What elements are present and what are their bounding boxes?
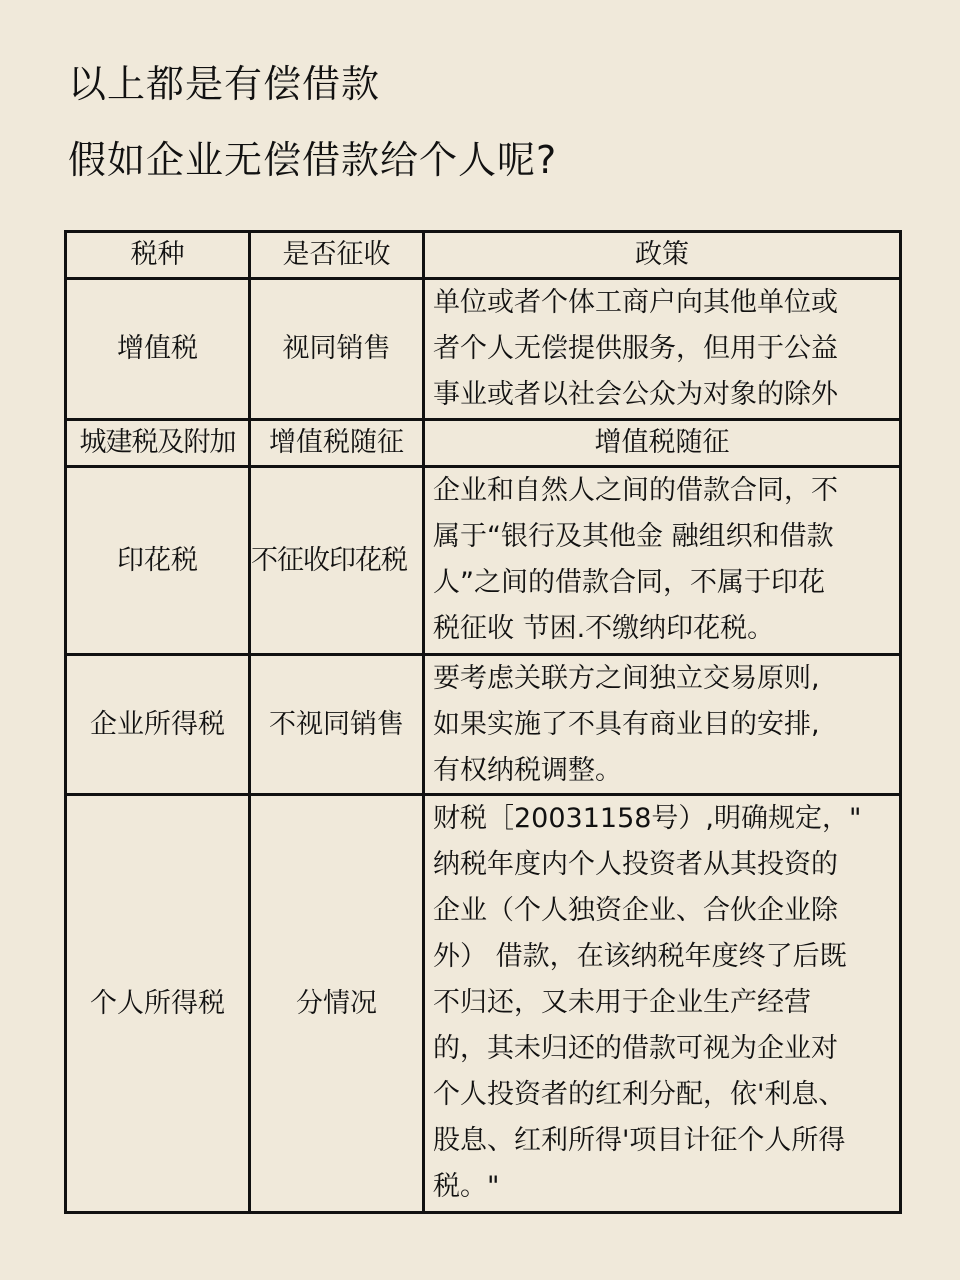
policy-cell <box>425 796 899 1211</box>
table-row <box>67 421 899 468</box>
policy-line: 不归还，又未用于企业生产经营 <box>433 987 811 1018</box>
policy-cell: 增值税随征 <box>594 427 730 458</box>
policy-line: 属于“银行及其他金 融组织和借款 <box>433 521 834 552</box>
policy-line: 如果实施了不具有商业目的安排, <box>433 709 820 740</box>
tax-type-cell: 个人所得税 <box>67 796 251 1211</box>
policy-cell <box>425 280 899 418</box>
heading-paid-loans: 以上都是有偿借款 <box>68 62 381 106</box>
table-row <box>67 796 899 1211</box>
policy-line: 外） 借款，在该纳税年度终了后既 <box>433 941 847 972</box>
levy-cell: 不征收印花税 <box>251 468 425 653</box>
levy-cell: 不视同销售 <box>251 656 425 793</box>
policy-line: 财税［20031158号）,明确规定，" <box>433 803 862 834</box>
table-header-row <box>67 233 899 280</box>
policy-cell <box>425 468 899 653</box>
tax-policy-table <box>64 230 902 1214</box>
policy-line: 要考虑关联方之间独立交易原则, <box>433 663 820 694</box>
tax-type-cell: 增值税 <box>67 280 251 418</box>
levy-cell: 分情况 <box>251 796 425 1211</box>
tax-type-cell: 企业所得税 <box>67 656 251 793</box>
policy-line: 税。" <box>433 1171 500 1202</box>
policy-line: 股息、红利所得'项目计征个人所得 <box>433 1125 846 1156</box>
policy-line: 者个人无偿提供服务，但用于公益 <box>433 333 838 364</box>
column-header-policy: 政策 <box>635 239 689 270</box>
column-header-levied: 是否征收 <box>251 233 425 277</box>
policy-line: 个人投资者的红利分配，依'利息、 <box>433 1079 846 1110</box>
table-row <box>67 468 899 656</box>
policy-line: 的，其未归还的借款可视为企业对 <box>433 1033 838 1064</box>
levy-cell: 增值税随征 <box>251 421 425 465</box>
policy-cell <box>425 656 899 793</box>
policy-line: 税征收 节困.不缴纳印花税。 <box>433 613 775 644</box>
policy-line: 人”之间的借款合同，不属于印花 <box>433 567 825 598</box>
table-row <box>67 280 899 421</box>
levy-cell: 视同销售 <box>251 280 425 418</box>
policy-line: 纳税年度内个人投资者从其投资的 <box>433 849 838 880</box>
column-header-tax-type: 税种 <box>67 233 251 277</box>
policy-line: 企业（个人独资企业、合伙企业除 <box>433 895 838 926</box>
policy-line: 企业和自然人之间的借款合同，不 <box>433 475 838 506</box>
tax-type-cell: 城建税及附加 <box>67 421 251 465</box>
tax-type-cell: 印花税 <box>67 468 251 653</box>
policy-line: 有权纳税调整。 <box>433 755 622 786</box>
table-row <box>67 656 899 796</box>
policy-line: 事业或者以社会公众为对象的除外 <box>433 379 838 410</box>
heading-free-loan-question: 假如企业无偿借款给个人呢? <box>68 138 558 182</box>
policy-line: 单位或者个体工商户向其他单位或 <box>433 287 838 318</box>
